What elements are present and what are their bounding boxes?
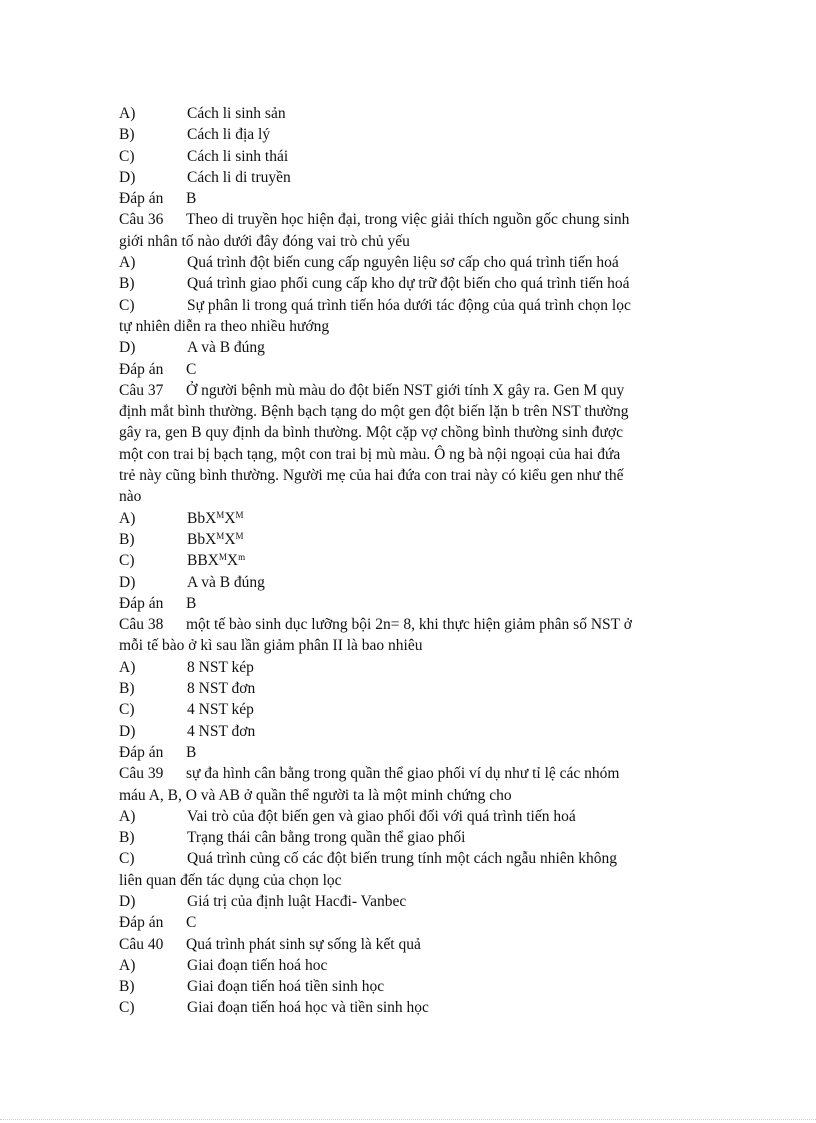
option-b: B) Quá trình giao phối cung cấp kho dự trữ đột biến cho quá trình tiến hoá: [119, 275, 630, 293]
option-a: A) Quá trình đột biến cung cấp nguyên liệu sơ cấp cho quá trình tiến hoá: [119, 254, 619, 272]
option-a: A) $BbX^MX^M$: [119, 509, 244, 527]
option-b: B) Cách li địa lý: [119, 126, 271, 144]
option-b: B) 8 NST đơn: [119, 680, 256, 698]
question-37-line-6: nào: [119, 488, 142, 506]
option-b: B) Giai đoạn tiến hoá tiền sinh học: [119, 978, 385, 996]
option-c: C) Giai đoạn tiến hoá học và tiền sinh học: [119, 999, 429, 1017]
option-c-continuation: liên quan đến tác dụng của chọn lọc: [119, 871, 342, 889]
option-d: D) 4 NST đơn: [119, 722, 256, 740]
option-d: D) Cách li di truyền: [119, 168, 291, 186]
option-c: C) $BBX^MX^m$: [119, 552, 246, 570]
option-d: D) Giá trị của định luật Hacđi- Vanbec: [119, 892, 407, 910]
option-b: B) Trạng thái cân bằng trong quần thể giao phối: [119, 829, 466, 847]
question-37-line-4: một con trai bị bạch tạng, một con trai bị mù màu. Ô ng bà nội ngoại của hai đứa: [119, 445, 621, 463]
option-d: D) A và B đúng: [119, 339, 265, 357]
question-38-line-1: Câu 38 một tế bào sinh dục lưỡng bội 2n= 8, khi thực hiện giảm phân số NST ở: [119, 616, 632, 634]
question-37-line-5: trẻ này cũng bình thường. Người mẹ của hai đứa con trai này có kiểu gen như thế: [119, 467, 624, 485]
question-36-line-1: Câu 36 Theo di truyền học hiện đại, trong việc giải thích nguồn gốc chung sinh: [119, 211, 630, 229]
option-a: A) Giai đoạn tiến hoá hoc: [119, 956, 328, 974]
answer-line: Đáp án C: [119, 360, 197, 378]
option-c: C) 4 NST kép: [119, 701, 254, 719]
answer-line: Đáp án B: [119, 594, 197, 612]
question-36-line-2: giới nhân tố nào dưới đây đóng vai trò chủ yếu: [119, 232, 410, 250]
question-38-line-2: mỗi tế bào ở kì sau lần giảm phân II là bao nhiêu: [119, 637, 423, 655]
question-37-line-2: định mắt bình thường. Bệnh bạch tạng do một gen đột biến lặn b trên NST thường: [119, 403, 629, 421]
option-c: C) Quá trình củng cố các đột biến trung tính một cách ngẫu nhiên không: [119, 850, 618, 868]
question-39-line-2: máu A, B, O và AB ở quần thể người ta là một minh chứng cho: [119, 786, 512, 804]
question-37-line-3: gây ra, gen B quy định da bình thường. Một cặp vợ chồng bình thường sinh được: [119, 424, 623, 442]
question-40-line-1: Câu 40 Quá trình phát sinh sự sống là kết quả: [119, 935, 421, 953]
option-c: C) Sự phân li trong quá trình tiến hóa dưới tác động của quá trình chọn lọc: [119, 296, 631, 314]
option-a: A) 8 NST kép: [119, 658, 254, 676]
answer-line: Đáp án B: [119, 190, 197, 208]
question-39-line-1: Câu 39 sự đa hình cân bằng trong quần thể giao phối ví dụ như tỉ lệ các nhóm: [119, 765, 620, 783]
option-c: C) Cách li sinh thái: [119, 147, 289, 165]
page-bottom-rule: [0, 1119, 816, 1120]
question-37-line-1: Câu 37 Ở người bệnh mù màu do đột biến NST giới tính X gây ra. Gen M quy: [119, 381, 625, 399]
answer-line: Đáp án B: [119, 743, 197, 761]
document-page: [119, 103, 699, 1019]
option-a: A) Cách li sinh sản: [119, 105, 286, 122]
option-c-continuation: tự nhiên diễn ra theo nhiều hướng: [119, 317, 330, 335]
option-d: D) A và B đúng: [119, 573, 265, 591]
option-b: B) $BbX^MX^M$: [119, 530, 244, 548]
answer-line: Đáp án C: [119, 914, 197, 932]
option-a: A) Vai trò của đột biến gen và giao phối đối với quá trình tiến hoá: [119, 807, 576, 825]
